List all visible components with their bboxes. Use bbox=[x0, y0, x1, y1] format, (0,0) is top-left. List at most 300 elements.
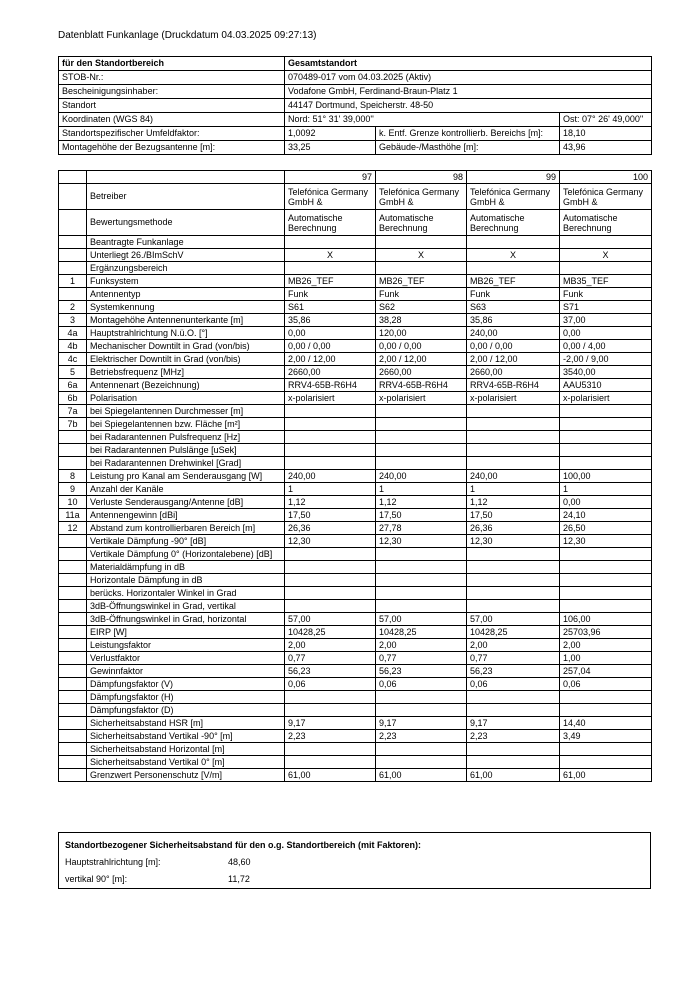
row-label: Gewinnfaktor bbox=[87, 665, 285, 678]
cell-value: 35,86 bbox=[467, 314, 560, 327]
cell-value bbox=[285, 418, 376, 431]
cell-value: X bbox=[376, 249, 467, 262]
row-label: Verlustfaktor bbox=[87, 652, 285, 665]
cell-value bbox=[376, 548, 467, 561]
cell-value bbox=[467, 756, 560, 769]
cell-value bbox=[467, 561, 560, 574]
row-number bbox=[59, 262, 87, 275]
row-label: Vertikale Dämpfung -90° [dB] bbox=[87, 535, 285, 548]
row-number bbox=[59, 678, 87, 691]
row-number bbox=[59, 691, 87, 704]
row-number: 6b bbox=[59, 392, 87, 405]
row-number bbox=[59, 756, 87, 769]
cell-value bbox=[560, 704, 652, 717]
row-number: 11a bbox=[59, 509, 87, 522]
empty-header-cell bbox=[87, 171, 285, 184]
cell-value bbox=[467, 691, 560, 704]
cell-value bbox=[376, 444, 467, 457]
table-row bbox=[59, 717, 652, 730]
cell-value: 2,00 / 12,00 bbox=[467, 353, 560, 366]
cell-value: 37,00 bbox=[560, 314, 652, 327]
row-number: 4c bbox=[59, 353, 87, 366]
info-value: k. Entf. Grenze kontrollierb. Bereichs [m]: bbox=[376, 127, 560, 141]
site-info-table bbox=[58, 56, 652, 155]
cell-value: Telefónica Germany GmbH & bbox=[376, 184, 467, 210]
cell-value bbox=[560, 444, 652, 457]
cell-value: 12,30 bbox=[285, 535, 376, 548]
row-label: Elektrischer Downtilt in Grad (von/bis) bbox=[87, 353, 285, 366]
cell-value bbox=[467, 743, 560, 756]
cell-value: 9,17 bbox=[467, 717, 560, 730]
cell-value: S62 bbox=[376, 301, 467, 314]
table-row bbox=[59, 262, 652, 275]
row-number bbox=[59, 431, 87, 444]
table-row bbox=[59, 210, 652, 236]
cell-value bbox=[285, 561, 376, 574]
cell-value: 0,77 bbox=[285, 652, 376, 665]
cell-value bbox=[376, 457, 467, 470]
table-row bbox=[59, 496, 652, 509]
cell-value: 1,12 bbox=[285, 496, 376, 509]
table-row bbox=[59, 288, 652, 301]
row-label: Beantragte Funkanlage bbox=[87, 236, 285, 249]
cell-value bbox=[467, 405, 560, 418]
info-value: 070489-017 vom 04.03.2025 (Aktiv) bbox=[285, 71, 652, 85]
cell-value: 0,06 bbox=[560, 678, 652, 691]
summary-value: 48,60 bbox=[228, 857, 251, 867]
empty-header-cell bbox=[59, 171, 87, 184]
cell-value: MB26_TEF bbox=[376, 275, 467, 288]
cell-value bbox=[285, 548, 376, 561]
cell-value: 257,04 bbox=[560, 665, 652, 678]
cell-value: 35,86 bbox=[285, 314, 376, 327]
cell-value: 0,00 / 4,00 bbox=[560, 340, 652, 353]
cell-value: 2,23 bbox=[467, 730, 560, 743]
row-label: Polarisation bbox=[87, 392, 285, 405]
cell-value bbox=[376, 587, 467, 600]
table-row bbox=[59, 652, 652, 665]
row-label: Mechanischer Downtilt in Grad (von/bis) bbox=[87, 340, 285, 353]
row-label: Antennentyp bbox=[87, 288, 285, 301]
cell-value bbox=[285, 574, 376, 587]
row-number bbox=[59, 249, 87, 262]
row-label: Dämpfungsfaktor (V) bbox=[87, 678, 285, 691]
summary-label: Hauptstrahlrichtung [m]: bbox=[65, 857, 161, 867]
row-label: Dämpfungsfaktor (H) bbox=[87, 691, 285, 704]
column-header: 98 bbox=[376, 171, 467, 184]
cell-value: 56,23 bbox=[376, 665, 467, 678]
info-row bbox=[59, 57, 652, 71]
cell-value bbox=[376, 743, 467, 756]
row-label: Vertikale Dämpfung 0° (Horizontalebene) [dB] bbox=[87, 548, 285, 561]
info-value: 18,10 bbox=[560, 127, 652, 141]
cell-value: 57,00 bbox=[467, 613, 560, 626]
cell-value: 27,78 bbox=[376, 522, 467, 535]
cell-value bbox=[560, 600, 652, 613]
cell-value: 12,30 bbox=[376, 535, 467, 548]
cell-value: Telefónica Germany GmbH & bbox=[560, 184, 652, 210]
row-label: Sicherheitsabstand HSR [m] bbox=[87, 717, 285, 730]
cell-value: 1 bbox=[560, 483, 652, 496]
cell-value: 0,06 bbox=[285, 678, 376, 691]
row-number: 4b bbox=[59, 340, 87, 353]
cell-value: 61,00 bbox=[376, 769, 467, 782]
row-label: Hauptstrahlrichtung N.ü.O. [°] bbox=[87, 327, 285, 340]
row-number: 7a bbox=[59, 405, 87, 418]
cell-value: 57,00 bbox=[285, 613, 376, 626]
cell-value: 12,30 bbox=[467, 535, 560, 548]
table-row bbox=[59, 470, 652, 483]
cell-value: Funk bbox=[285, 288, 376, 301]
cell-value: 2,00 bbox=[560, 639, 652, 652]
cell-value: 0,00 bbox=[285, 327, 376, 340]
info-label: STOB-Nr.: bbox=[59, 71, 285, 85]
cell-value: 3540,00 bbox=[560, 366, 652, 379]
row-label: Dämpfungsfaktor (D) bbox=[87, 704, 285, 717]
cell-value: 9,17 bbox=[285, 717, 376, 730]
row-label: berücks. Horizontaler Winkel in Grad bbox=[87, 587, 285, 600]
row-number bbox=[59, 587, 87, 600]
info-value: Gesamtstandort bbox=[285, 57, 652, 71]
cell-value bbox=[376, 691, 467, 704]
row-label: Leistung pro Kanal am Senderausgang [W] bbox=[87, 470, 285, 483]
cell-value: 0,00 bbox=[560, 327, 652, 340]
row-number: 9 bbox=[59, 483, 87, 496]
row-label: Unterliegt 26./BImSchV bbox=[87, 249, 285, 262]
cell-value bbox=[560, 236, 652, 249]
row-label: Grenzwert Personenschutz [V/m] bbox=[87, 769, 285, 782]
row-number: 12 bbox=[59, 522, 87, 535]
cell-value bbox=[560, 743, 652, 756]
info-value: Ost: 07° 26' 49,000'' bbox=[560, 113, 652, 127]
cell-value bbox=[285, 743, 376, 756]
cell-value bbox=[376, 574, 467, 587]
row-label: bei Radarantennen Drehwinkel [Grad] bbox=[87, 457, 285, 470]
cell-value: 9,17 bbox=[376, 717, 467, 730]
row-number: 4a bbox=[59, 327, 87, 340]
table-row bbox=[59, 769, 652, 782]
cell-value bbox=[467, 418, 560, 431]
cell-value: S71 bbox=[560, 301, 652, 314]
row-label: Ergänzungsbereich bbox=[87, 262, 285, 275]
row-label: bei Spiegelantennen bzw. Fläche [m²] bbox=[87, 418, 285, 431]
cell-value bbox=[560, 561, 652, 574]
info-label: Standort bbox=[59, 99, 285, 113]
cell-value: Telefónica Germany GmbH & bbox=[285, 184, 376, 210]
cell-value: 0,00 bbox=[560, 496, 652, 509]
cell-value: -2,00 / 9,00 bbox=[560, 353, 652, 366]
info-row bbox=[59, 113, 652, 127]
cell-value: 2,23 bbox=[285, 730, 376, 743]
cell-value: 17,50 bbox=[376, 509, 467, 522]
info-label: Bescheinigungsinhaber: bbox=[59, 85, 285, 99]
table-row bbox=[59, 600, 652, 613]
summary-row-vertical bbox=[65, 874, 250, 884]
cell-value bbox=[285, 600, 376, 613]
row-number bbox=[59, 717, 87, 730]
cell-value: 26,36 bbox=[285, 522, 376, 535]
cell-value: 3,49 bbox=[560, 730, 652, 743]
cell-value: Automatische Berechnung bbox=[467, 210, 560, 236]
cell-value: RRV4-65B-R6H4 bbox=[376, 379, 467, 392]
row-label: Abstand zum kontrollierbaren Bereich [m] bbox=[87, 522, 285, 535]
cell-value: Automatische Berechnung bbox=[285, 210, 376, 236]
cell-value: 0,06 bbox=[376, 678, 467, 691]
page-title: Datenblatt Funkanlage (Druckdatum 04.03.2025 09:27:13) bbox=[58, 30, 317, 41]
cell-value bbox=[560, 691, 652, 704]
info-value: Gebäude-/Masthöhe [m]: bbox=[376, 141, 560, 155]
cell-value: 61,00 bbox=[467, 769, 560, 782]
table-row bbox=[59, 483, 652, 496]
info-value: Vodafone GmbH, Ferdinand-Braun-Platz 1 bbox=[285, 85, 652, 99]
cell-value: 2,23 bbox=[376, 730, 467, 743]
column-header: 99 bbox=[467, 171, 560, 184]
cell-value bbox=[285, 704, 376, 717]
row-number bbox=[59, 574, 87, 587]
row-label: EIRP [W] bbox=[87, 626, 285, 639]
table-row bbox=[59, 535, 652, 548]
row-number bbox=[59, 236, 87, 249]
cell-value: 10428,25 bbox=[285, 626, 376, 639]
table-row bbox=[59, 743, 652, 756]
column-header-row bbox=[59, 171, 652, 184]
table-row bbox=[59, 353, 652, 366]
row-number bbox=[59, 652, 87, 665]
row-label: Betriebsfrequenz [MHz] bbox=[87, 366, 285, 379]
cell-value: 1,12 bbox=[376, 496, 467, 509]
cell-value bbox=[467, 236, 560, 249]
cell-value: 1 bbox=[285, 483, 376, 496]
cell-value: x-polarisiert bbox=[560, 392, 652, 405]
row-number: 8 bbox=[59, 470, 87, 483]
cell-value: AAU5310 bbox=[560, 379, 652, 392]
cell-value bbox=[285, 236, 376, 249]
table-row bbox=[59, 678, 652, 691]
table-row bbox=[59, 184, 652, 210]
cell-value bbox=[467, 431, 560, 444]
row-number bbox=[59, 613, 87, 626]
cell-value: 56,23 bbox=[467, 665, 560, 678]
cell-value: 1,12 bbox=[467, 496, 560, 509]
cell-value bbox=[285, 262, 376, 275]
cell-value bbox=[376, 418, 467, 431]
table-row bbox=[59, 548, 652, 561]
cell-value bbox=[560, 457, 652, 470]
cell-value: 26,36 bbox=[467, 522, 560, 535]
info-label: Montagehöhe der Bezugsantenne [m]: bbox=[59, 141, 285, 155]
cell-value bbox=[285, 405, 376, 418]
row-number: 10 bbox=[59, 496, 87, 509]
summary-title: Standortbezogener Sicherheitsabstand für den o.g. Standortbereich (mit Faktoren): bbox=[65, 840, 422, 850]
cell-value: 0,77 bbox=[467, 652, 560, 665]
row-number bbox=[59, 535, 87, 548]
cell-value: 2,00 bbox=[376, 639, 467, 652]
row-number bbox=[59, 769, 87, 782]
row-label: Horizontale Dämpfung in dB bbox=[87, 574, 285, 587]
summary-value: 11,72 bbox=[228, 874, 250, 884]
info-label: Koordinaten (WGS 84) bbox=[59, 113, 285, 127]
cell-value: Telefónica Germany GmbH & bbox=[467, 184, 560, 210]
cell-value: MB26_TEF bbox=[285, 275, 376, 288]
table-row bbox=[59, 275, 652, 288]
cell-value: 0,06 bbox=[467, 678, 560, 691]
cell-value bbox=[376, 262, 467, 275]
cell-value: 57,00 bbox=[376, 613, 467, 626]
cell-value: 2,00 / 12,00 bbox=[285, 353, 376, 366]
cell-value: S63 bbox=[467, 301, 560, 314]
cell-value bbox=[467, 444, 560, 457]
cell-value bbox=[560, 431, 652, 444]
cell-value: 0,00 / 0,00 bbox=[467, 340, 560, 353]
info-row bbox=[59, 71, 652, 85]
cell-value bbox=[467, 262, 560, 275]
info-value: 33,25 bbox=[285, 141, 376, 155]
cell-value bbox=[285, 587, 376, 600]
cell-value bbox=[376, 431, 467, 444]
cell-value bbox=[467, 457, 560, 470]
table-row bbox=[59, 301, 652, 314]
table-row bbox=[59, 756, 652, 769]
cell-value: 26,50 bbox=[560, 522, 652, 535]
info-label: Standortspezifischer Umfeldfaktor: bbox=[59, 127, 285, 141]
info-label: für den Standortbereich bbox=[59, 57, 285, 71]
table-row bbox=[59, 431, 652, 444]
row-number bbox=[59, 626, 87, 639]
info-row bbox=[59, 141, 652, 155]
row-number bbox=[59, 444, 87, 457]
row-label: 3dB-Öffnungswinkel in Grad, vertikal bbox=[87, 600, 285, 613]
cell-value: 0,77 bbox=[376, 652, 467, 665]
cell-value: 14,40 bbox=[560, 717, 652, 730]
row-number bbox=[59, 457, 87, 470]
row-number: 6a bbox=[59, 379, 87, 392]
cell-value: 2660,00 bbox=[285, 366, 376, 379]
table-row bbox=[59, 509, 652, 522]
antenna-data-table bbox=[58, 170, 652, 782]
cell-value bbox=[560, 587, 652, 600]
cell-value: 61,00 bbox=[285, 769, 376, 782]
row-number bbox=[59, 704, 87, 717]
table-row bbox=[59, 626, 652, 639]
cell-value bbox=[285, 431, 376, 444]
cell-value: 240,00 bbox=[285, 470, 376, 483]
row-number bbox=[59, 561, 87, 574]
table-row bbox=[59, 405, 652, 418]
row-label: Verluste Senderausgang/Antenne [dB] bbox=[87, 496, 285, 509]
row-number bbox=[59, 184, 87, 210]
cell-value: x-polarisiert bbox=[467, 392, 560, 405]
cell-value bbox=[376, 236, 467, 249]
table-row bbox=[59, 418, 652, 431]
cell-value: RRV4-65B-R6H4 bbox=[285, 379, 376, 392]
cell-value: 1 bbox=[467, 483, 560, 496]
table-row bbox=[59, 392, 652, 405]
cell-value bbox=[376, 704, 467, 717]
cell-value: 2,00 / 12,00 bbox=[376, 353, 467, 366]
cell-value: X bbox=[285, 249, 376, 262]
cell-value: 38,28 bbox=[376, 314, 467, 327]
summary-label: vertikal 90° [m]: bbox=[65, 874, 128, 884]
cell-value bbox=[467, 574, 560, 587]
row-label: 3dB-Öffnungswinkel in Grad, horizontal bbox=[87, 613, 285, 626]
info-value: 1,0092 bbox=[285, 127, 376, 141]
table-row bbox=[59, 249, 652, 262]
cell-value: 56,23 bbox=[285, 665, 376, 678]
cell-value bbox=[376, 561, 467, 574]
table-row bbox=[59, 379, 652, 392]
summary-row-main-beam bbox=[65, 857, 251, 867]
info-row bbox=[59, 99, 652, 113]
info-row bbox=[59, 85, 652, 99]
cell-value: 12,30 bbox=[560, 535, 652, 548]
cell-value: 120,00 bbox=[376, 327, 467, 340]
cell-value: RRV4-65B-R6H4 bbox=[467, 379, 560, 392]
cell-value bbox=[467, 548, 560, 561]
row-label: bei Radarantennen Pulsfrequenz [Hz] bbox=[87, 431, 285, 444]
row-label: Funksystem bbox=[87, 275, 285, 288]
cell-value bbox=[467, 587, 560, 600]
cell-value: x-polarisiert bbox=[285, 392, 376, 405]
row-label: Bewertungsmethode bbox=[87, 210, 285, 236]
table-row bbox=[59, 574, 652, 587]
safety-distance-summary bbox=[58, 832, 651, 889]
table-row bbox=[59, 587, 652, 600]
cell-value: S61 bbox=[285, 301, 376, 314]
row-number: 7b bbox=[59, 418, 87, 431]
row-number bbox=[59, 743, 87, 756]
row-label: bei Radarantennen Pulslänge [uSek] bbox=[87, 444, 285, 457]
info-value: 43,96 bbox=[560, 141, 652, 155]
cell-value: 0,00 / 0,00 bbox=[376, 340, 467, 353]
cell-value: 0,00 / 0,00 bbox=[285, 340, 376, 353]
cell-value: 17,50 bbox=[467, 509, 560, 522]
cell-value bbox=[467, 704, 560, 717]
cell-value: 61,00 bbox=[560, 769, 652, 782]
table-row bbox=[59, 561, 652, 574]
cell-value: 1,00 bbox=[560, 652, 652, 665]
cell-value bbox=[560, 262, 652, 275]
table-row bbox=[59, 691, 652, 704]
row-number bbox=[59, 548, 87, 561]
row-number bbox=[59, 288, 87, 301]
column-header: 97 bbox=[285, 171, 376, 184]
cell-value bbox=[560, 756, 652, 769]
cell-value: MB26_TEF bbox=[467, 275, 560, 288]
table-row bbox=[59, 730, 652, 743]
table-row bbox=[59, 340, 652, 353]
cell-value bbox=[285, 457, 376, 470]
cell-value: 2660,00 bbox=[376, 366, 467, 379]
row-label: Materialdämpfung in dB bbox=[87, 561, 285, 574]
table-row bbox=[59, 613, 652, 626]
table-row bbox=[59, 327, 652, 340]
cell-value: 17,50 bbox=[285, 509, 376, 522]
cell-value bbox=[285, 444, 376, 457]
cell-value: Funk bbox=[376, 288, 467, 301]
row-label: bei Spiegelantennen Durchmesser [m] bbox=[87, 405, 285, 418]
cell-value: Automatische Berechnung bbox=[376, 210, 467, 236]
row-label: Sicherheitsabstand Vertikal 0° [m] bbox=[87, 756, 285, 769]
table-row bbox=[59, 457, 652, 470]
cell-value: X bbox=[560, 249, 652, 262]
row-label: Anzahl der Kanäle bbox=[87, 483, 285, 496]
table-row bbox=[59, 639, 652, 652]
row-label: Leistungsfaktor bbox=[87, 639, 285, 652]
cell-value bbox=[467, 600, 560, 613]
info-value: Nord: 51° 31' 39,000'' bbox=[285, 113, 560, 127]
cell-value: 240,00 bbox=[467, 470, 560, 483]
table-row bbox=[59, 236, 652, 249]
